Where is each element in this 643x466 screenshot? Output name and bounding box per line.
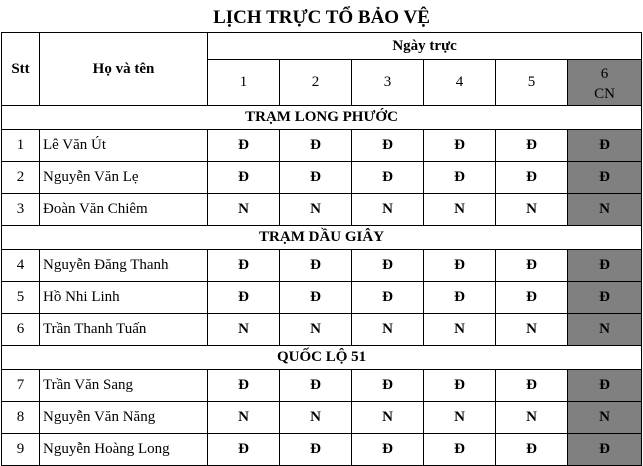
duty-mark-day-6: Đ — [568, 250, 642, 282]
duty-mark-day-3: N — [352, 402, 424, 434]
staff-row — [2, 434, 642, 466]
duty-mark-day-5: Đ — [496, 250, 568, 282]
staff-name: Đoàn Văn Chiêm — [40, 194, 208, 226]
staff-name: Trần Văn Sang — [40, 370, 208, 402]
staff-row — [2, 314, 642, 346]
duty-mark-day-6: Đ — [568, 130, 642, 162]
staff-name: Nguyễn Đăng Thanh — [40, 250, 208, 282]
duty-mark-day-6: Đ — [568, 434, 642, 466]
header-stt: Stt — [2, 33, 40, 106]
staff-stt: 5 — [2, 282, 40, 314]
duty-mark-day-6: N — [568, 194, 642, 226]
header-day-2: 2 — [280, 60, 352, 106]
duty-mark-day-3: Đ — [352, 370, 424, 402]
duty-mark-day-2: Đ — [280, 250, 352, 282]
section-row — [2, 106, 642, 130]
duty-mark-day-5: N — [496, 194, 568, 226]
duty-mark-day-2: Đ — [280, 282, 352, 314]
duty-mark-day-4: N — [424, 402, 496, 434]
duty-mark-day-1: N — [208, 194, 280, 226]
staff-row — [2, 370, 642, 402]
duty-mark-day-3: Đ — [352, 434, 424, 466]
header-day-4: 4 — [424, 60, 496, 106]
duty-mark-day-1: Đ — [208, 162, 280, 194]
staff-row — [2, 282, 642, 314]
duty-mark-day-4: Đ — [424, 370, 496, 402]
duty-mark-day-4: N — [424, 314, 496, 346]
duty-mark-day-3: Đ — [352, 162, 424, 194]
staff-stt: 2 — [2, 162, 40, 194]
duty-mark-day-2: Đ — [280, 162, 352, 194]
duty-mark-day-5: Đ — [496, 130, 568, 162]
duty-mark-day-1: Đ — [208, 130, 280, 162]
header-name: Họ và tên — [40, 33, 208, 106]
header-day-3: 3 — [352, 60, 424, 106]
duty-mark-day-3: N — [352, 194, 424, 226]
duty-mark-day-2: Đ — [280, 434, 352, 466]
staff-row — [2, 162, 642, 194]
duty-schedule-table — [1, 32, 642, 466]
duty-mark-day-2: N — [280, 314, 352, 346]
section-title: TRẠM LONG PHƯỚC — [2, 106, 642, 130]
staff-stt: 4 — [2, 250, 40, 282]
duty-mark-day-1: N — [208, 314, 280, 346]
staff-stt: 9 — [2, 434, 40, 466]
duty-mark-day-4: Đ — [424, 162, 496, 194]
section-row — [2, 226, 642, 250]
header-day-1: 1 — [208, 60, 280, 106]
header-days-group: Ngày trực — [208, 33, 642, 60]
staff-row — [2, 130, 642, 162]
duty-mark-day-4: Đ — [424, 282, 496, 314]
duty-mark-day-4: Đ — [424, 250, 496, 282]
duty-mark-day-2: N — [280, 402, 352, 434]
staff-row — [2, 250, 642, 282]
duty-mark-day-4: Đ — [424, 434, 496, 466]
staff-stt: 6 — [2, 314, 40, 346]
section-title: QUỐC LỘ 51 — [2, 346, 642, 370]
staff-name: Nguyễn Văn Năng — [40, 402, 208, 434]
duty-mark-day-3: Đ — [352, 250, 424, 282]
staff-name: Lê Văn Út — [40, 130, 208, 162]
duty-mark-day-5: N — [496, 314, 568, 346]
staff-name: Nguyễn Hoàng Long — [40, 434, 208, 466]
staff-name: Nguyễn Văn Lẹ — [40, 162, 208, 194]
duty-mark-day-1: Đ — [208, 250, 280, 282]
duty-mark-day-2: Đ — [280, 370, 352, 402]
duty-mark-day-4: Đ — [424, 130, 496, 162]
section-row — [2, 346, 642, 370]
header-day-6-sunday — [568, 60, 642, 106]
header-day-5: 5 — [496, 60, 568, 106]
duty-mark-day-6: Đ — [568, 162, 642, 194]
duty-mark-day-5: Đ — [496, 282, 568, 314]
duty-mark-day-6: Đ — [568, 370, 642, 402]
duty-mark-day-2: Đ — [280, 130, 352, 162]
duty-mark-day-5: Đ — [496, 434, 568, 466]
duty-mark-day-3: Đ — [352, 282, 424, 314]
duty-mark-day-3: Đ — [352, 130, 424, 162]
duty-mark-day-1: N — [208, 402, 280, 434]
header-row-top — [2, 33, 642, 60]
staff-row — [2, 194, 642, 226]
duty-mark-day-4: N — [424, 194, 496, 226]
duty-mark-day-5: N — [496, 402, 568, 434]
duty-mark-day-6: N — [568, 402, 642, 434]
staff-name: Trần Thanh Tuấn — [40, 314, 208, 346]
staff-stt: 3 — [2, 194, 40, 226]
duty-mark-day-1: Đ — [208, 434, 280, 466]
duty-mark-day-1: Đ — [208, 282, 280, 314]
header-day-6-label: CN — [594, 85, 615, 102]
section-title: TRẠM DẦU GIÂY — [2, 226, 642, 250]
staff-stt: 8 — [2, 402, 40, 434]
document-title: LỊCH TRỰC TỔ BẢO VỆ — [213, 7, 430, 28]
duty-mark-day-6: N — [568, 314, 642, 346]
duty-mark-day-2: N — [280, 194, 352, 226]
duty-mark-day-5: Đ — [496, 370, 568, 402]
duty-mark-day-6: Đ — [568, 282, 642, 314]
staff-stt: 1 — [2, 130, 40, 162]
duty-mark-day-1: Đ — [208, 370, 280, 402]
header-day-6-number: 6 — [600, 65, 609, 82]
staff-name: Hồ Nhi Linh — [40, 282, 208, 314]
duty-mark-day-3: N — [352, 314, 424, 346]
staff-row — [2, 402, 642, 434]
duty-mark-day-5: Đ — [496, 162, 568, 194]
staff-stt: 7 — [2, 370, 40, 402]
